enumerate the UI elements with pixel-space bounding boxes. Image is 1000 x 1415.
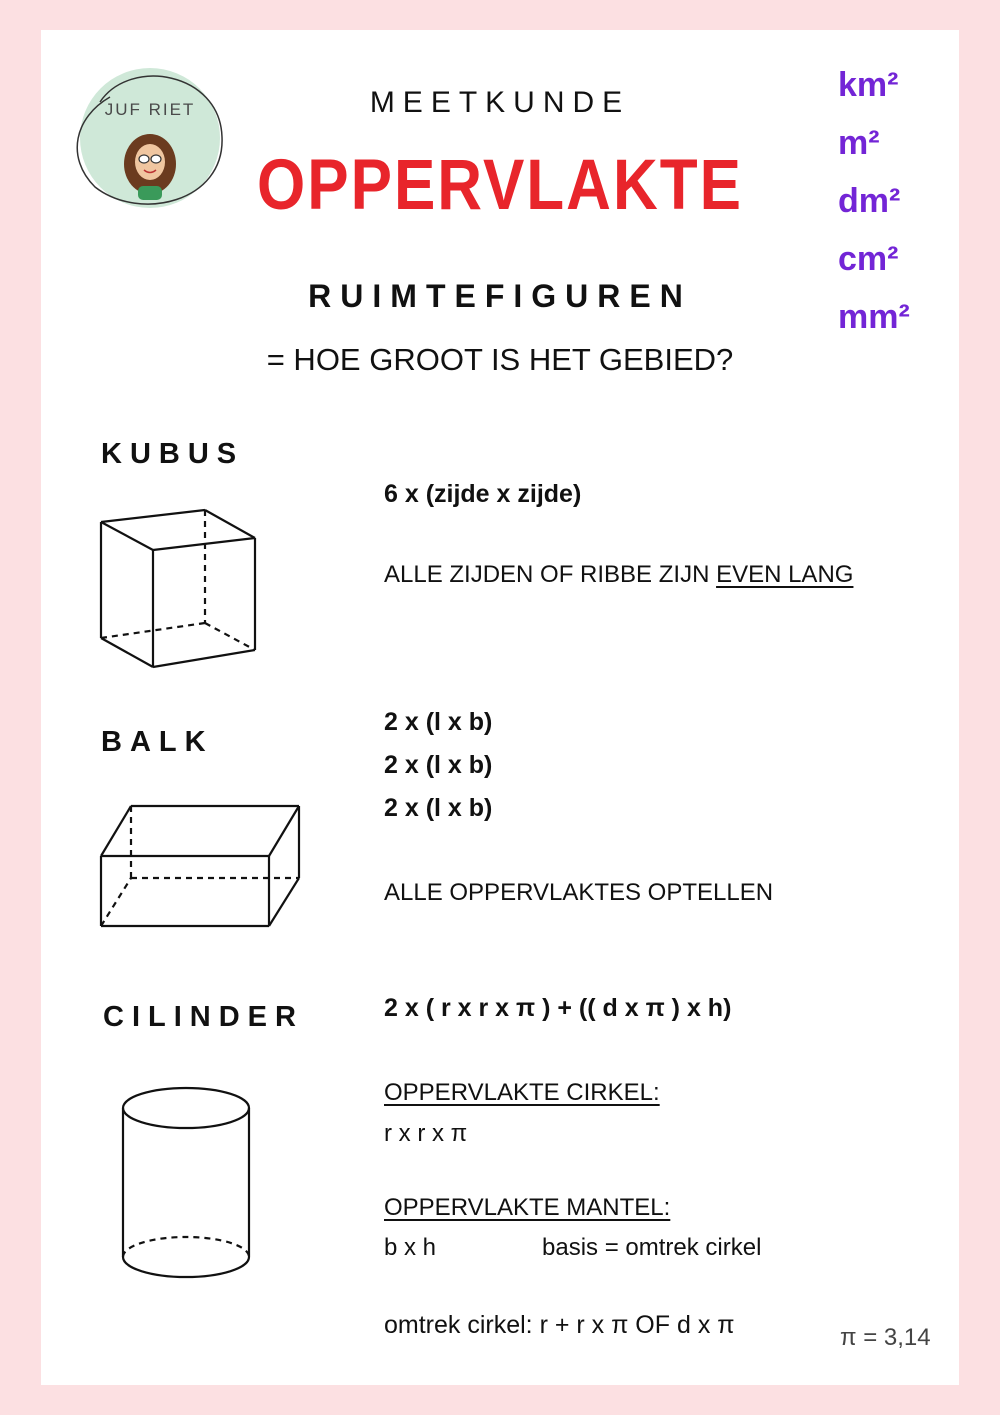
balk-formula-3: 2 x (l x b) bbox=[384, 794, 493, 822]
logo-text: JUF RIET bbox=[104, 100, 196, 119]
subject-heading: MEETKUNDE bbox=[369, 86, 631, 119]
unit-cm2: cm² bbox=[838, 240, 899, 278]
kubus-note-text: ALLE ZIJDEN OF RIBBE ZIJN bbox=[384, 561, 717, 588]
kubus-note bbox=[384, 561, 853, 589]
cylinder-diagram bbox=[112, 1082, 262, 1282]
cuboid-diagram bbox=[95, 800, 305, 930]
balk-formula-2: 2 x (l x b) bbox=[384, 751, 493, 779]
cube-diagram bbox=[95, 505, 265, 675]
cilinder-label: CILINDER bbox=[103, 1001, 304, 1033]
pi-note: π = 3,14 bbox=[840, 1324, 931, 1351]
units-list bbox=[838, 56, 958, 346]
unit-mm2: mm² bbox=[838, 298, 910, 336]
cilinder-formula: 2 x ( r x r x π ) + (( d x π ) x h) bbox=[384, 994, 732, 1022]
avatar-icon bbox=[120, 132, 180, 202]
balk-label: BALK bbox=[101, 726, 214, 758]
logo bbox=[70, 62, 230, 222]
cirkel-heading: OPPERVLAKTE CIRKEL: bbox=[384, 1079, 660, 1106]
unit-m2: m² bbox=[838, 124, 880, 162]
question-text: = HOE GROOT IS HET GEBIED? bbox=[266, 342, 734, 377]
unit-dm2: dm² bbox=[838, 182, 901, 220]
kubus-formula: 6 x (zijde x zijde) bbox=[384, 480, 582, 508]
kubus-label: KUBUS bbox=[101, 438, 245, 470]
kubus-note-emphasis: EVEN LANG bbox=[716, 561, 854, 588]
mantel-formula: b x h bbox=[384, 1234, 437, 1261]
balk-formula-1: 2 x (l x b) bbox=[384, 708, 493, 736]
omtrek-formula: omtrek cirkel: r + r x π OF d x π bbox=[384, 1311, 735, 1339]
cirkel-formula: r x r x π bbox=[384, 1120, 468, 1147]
page-title: OPPERVLAKTE bbox=[257, 145, 743, 226]
unit-km2: km² bbox=[838, 66, 899, 104]
section-heading: RUIMTEFIGUREN bbox=[308, 278, 692, 314]
mantel-heading: OPPERVLAKTE MANTEL: bbox=[384, 1194, 671, 1221]
balk-note: ALLE OPPERVLAKTES OPTELLEN bbox=[384, 879, 774, 906]
mantel-basis: basis = omtrek cirkel bbox=[542, 1234, 762, 1261]
